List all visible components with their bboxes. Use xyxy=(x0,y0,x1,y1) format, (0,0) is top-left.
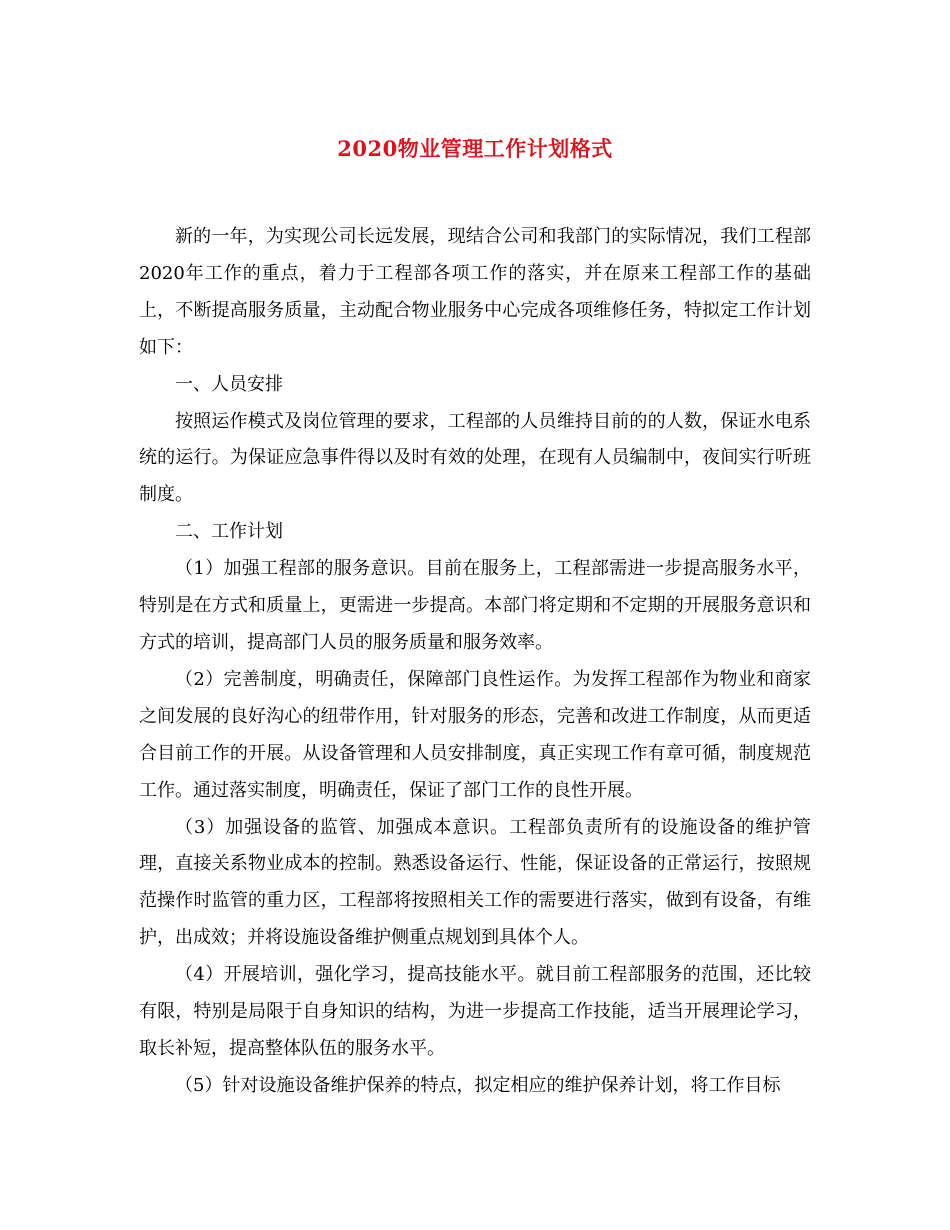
paragraph-staffing: 按照运作模式及岗位管理的要求，工程部的人员维持目前的的人数，保证水电系统的运行。为保证应急事件得以及时有效的处理，在现有人员编制中，夜间实行听班制度。 xyxy=(139,410,811,506)
document-body xyxy=(139,219,811,1105)
paragraph-plan-item-3: （3）加强设备的监管、加强成本意识。工程部负责所有的设施设备的维护管理，直接关系物业成本的控制。熟悉设备运行、性能，保证设备的正常运行，按照规范操作时监管的重力区，工程部将按照相关工作的需要进行落实，做到有设备，有维护，出成效；并将设施设备维护侧重点规划到具体个人。 xyxy=(139,816,811,949)
paragraph-plan-item-2: （2）完善制度，明确责任，保障部门良性运作。为发挥工程部作为物业和商家之间发展的良好沟心的纽带作用，针对服务的形态，完善和改进工作制度，从而更适合目前工作的开展。从设备管理和人员安排制度，真正实现工作有章可循，制度规范工作。通过落实制度，明确责任，保证了部门工作的良性开展。 xyxy=(139,668,811,801)
paragraph-plan-item-5: （5）针对设施设备维护保养的特点，拟定相应的维护保养计划，将工作目标 xyxy=(175,1074,781,1096)
paragraph-plan-item-1: （1）加强工程部的服务意识。目前在服务上，工程部需进一步提高服务水平，特别是在方式和质量上，更需进一步提高。本部门将定期和不定期的开展服务意识和方式的培训，提高部门人员的服务质量和服务效率。 xyxy=(139,558,811,653)
section-heading-staffing: 一、人员安排 xyxy=(175,373,283,395)
section-heading-work-plan: 二、工作计划 xyxy=(175,521,283,543)
paragraph-intro: 新的一年，为实现公司长远发展，现结合公司和我部门的实际情况，我们工程部2020年工作的重点，着力于工程部各项工作的落实，并在原来工程部工作的基础上，不断提高服务质量，主动配合物业服务中心完成各项维修任务，特拟定工作计划如下： xyxy=(139,226,811,358)
paragraph-plan-item-4: （4）开展培训，强化学习，提高技能水平。就目前工程部服务的范围，还比较有限，特别是局限于自身知识的结构，为进一步提高工作技能，适当开展理论学习，取长补短，提高整体队伍的服务水平。 xyxy=(139,964,811,1059)
document-title: 2020物业管理工作计划格式 xyxy=(337,136,613,161)
